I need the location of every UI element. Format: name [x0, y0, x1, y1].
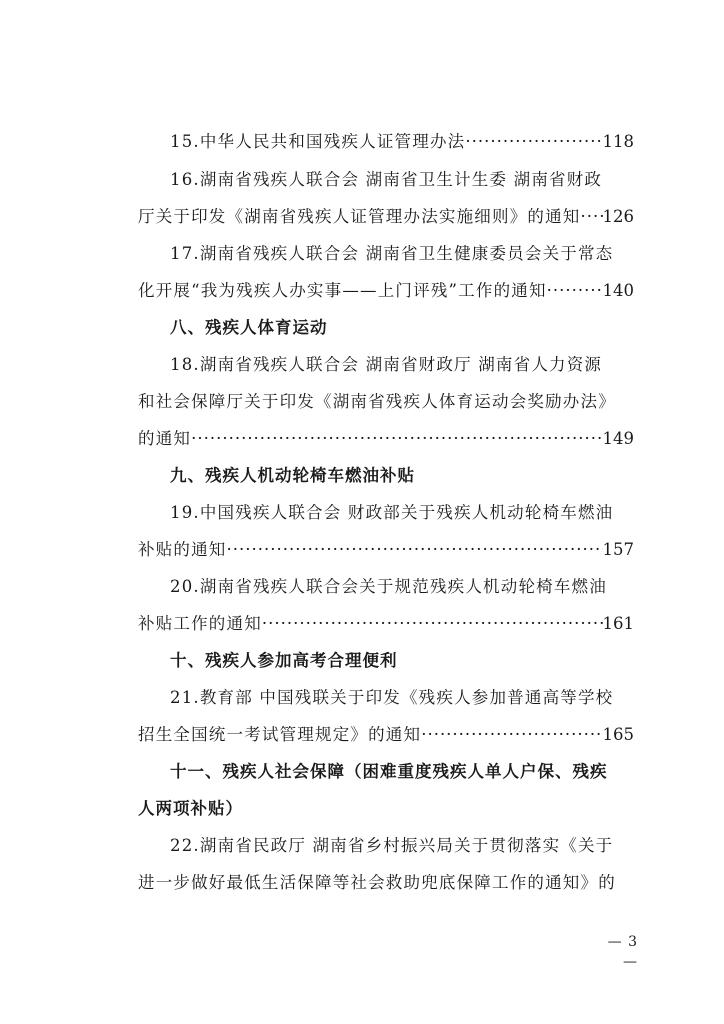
toc-entry-16-cont[interactable] — [138, 202, 634, 232]
toc-entry-21-cont[interactable] — [138, 720, 634, 750]
toc-entry-text: 的通知 — [138, 429, 192, 448]
section-heading-10: 十、残疾人参加高考合理便利 — [170, 651, 398, 670]
toc-entry-text: 补贴的通知 — [138, 540, 227, 559]
toc-page-number: 165 — [602, 725, 634, 744]
toc-entry-text: 化开展“我为残疾人办实事——上门评残”工作的通知 — [138, 281, 547, 300]
toc-entry-22[interactable]: 22.湖南省民政厅 湖南省乡村振兴局关于贯彻落实《关于 — [170, 836, 614, 855]
toc-entry-18[interactable]: 18.湖南省残疾人联合会 湖南省财政厅 湖南省人力资源 — [170, 355, 603, 374]
toc-leader-dots — [581, 202, 603, 232]
toc-entry-15[interactable] — [170, 127, 634, 157]
toc-page-number: 126 — [602, 207, 634, 226]
toc-entry-21[interactable]: 21.教育部 中国残联关于印发《残疾人参加普通高等学校 — [170, 688, 614, 707]
section-heading-11: 十一、残疾人社会保障（困难重度残疾人单人户保、残疾 — [170, 762, 608, 781]
toc-entry-20[interactable]: 20.湖南省残疾人联合会关于规范残疾人机动轮椅车燃油 — [170, 577, 607, 596]
toc-entry-19[interactable]: 19.中国残疾人联合会 财政部关于残疾人机动轮椅车燃油 — [170, 503, 614, 522]
page-number: — 3 — — [607, 934, 638, 970]
toc-leader-dots — [262, 609, 603, 639]
toc-entry-16[interactable]: 16.湖南省残疾人联合会 湖南省卫生计生委 湖南省财政 — [170, 170, 603, 189]
toc-entry-text: 15.中华人民共和国残疾人证管理办法 — [170, 132, 466, 151]
toc-entry-17[interactable]: 17.湖南省残疾人联合会 湖南省卫生健康委员会关于常态 — [170, 244, 614, 263]
toc-leader-dots — [421, 720, 602, 750]
toc-leader-dots — [227, 535, 603, 565]
toc-leader-dots — [547, 276, 603, 306]
toc-page-number: 149 — [602, 429, 634, 448]
toc-entry-20-cont[interactable] — [138, 609, 634, 639]
toc-entry-text: 厅关于印发《湖南省残疾人证管理办法实施细则》的通知 — [138, 207, 581, 226]
section-heading-11-cont: 人两项补贴） — [138, 799, 243, 818]
toc-leader-dots — [191, 424, 602, 454]
toc-entry-text: 补贴工作的通知 — [138, 614, 262, 633]
toc-page-number: 118 — [602, 132, 634, 151]
toc-page-number: 140 — [602, 281, 634, 300]
toc-entry-18-cont[interactable]: 和社会保障厅关于印发《湖南省残疾人体育运动会奖励办法》 — [138, 392, 616, 411]
toc-entry-22-cont[interactable]: 进一步做好最低生活保障等社会救助兜底保障工作的通知》的 — [138, 873, 616, 892]
toc-entry-18-cont2[interactable] — [138, 424, 634, 454]
section-heading-9: 九、残疾人机动轮椅车燃油补贴 — [170, 466, 415, 485]
toc-entry-text: 招生全国统一考试管理规定》的通知 — [138, 725, 422, 744]
toc-page-number: 161 — [602, 614, 634, 633]
toc-page-number: 157 — [602, 540, 634, 559]
section-heading-8: 八、残疾人体育运动 — [170, 318, 328, 337]
toc-leader-dots — [465, 127, 602, 157]
toc-entry-17-cont[interactable] — [138, 276, 634, 306]
toc-entry-19-cont[interactable] — [138, 535, 634, 565]
